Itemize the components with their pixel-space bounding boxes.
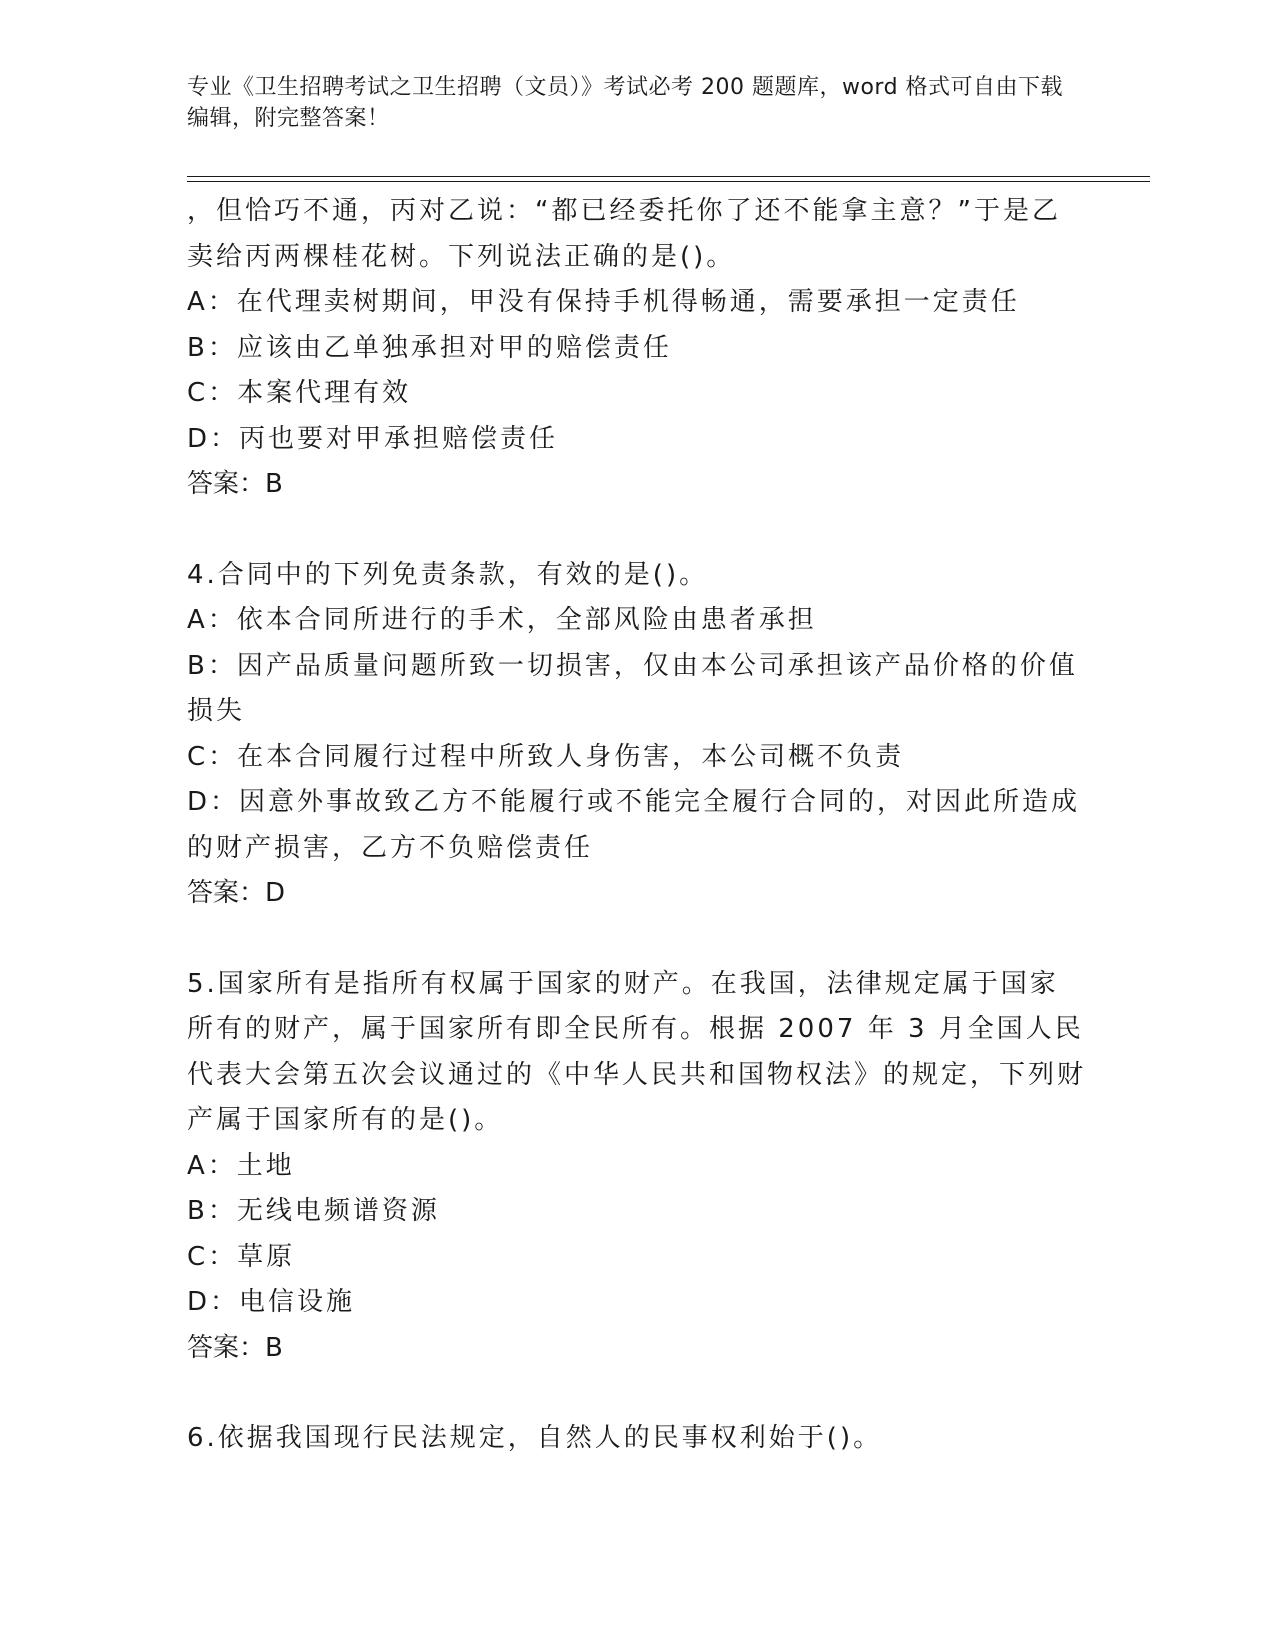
question-content <box>187 189 1087 1462</box>
answer-line: 答案：B <box>187 1332 283 1363</box>
question-4 <box>187 553 1087 917</box>
option-a: A：在代理卖树期间，甲没有保持手机得畅通，需要承担一定责任 <box>187 287 1020 317</box>
option-d: D：丙也要对甲承担赔偿责任 <box>187 423 559 454</box>
header-rule-bottom <box>187 181 1150 182</box>
question-3-continued <box>187 189 1087 508</box>
question-spacer <box>187 1371 1087 1416</box>
document-header <box>187 72 1067 134</box>
question-5 <box>187 962 1087 1372</box>
header-rule-top <box>187 176 1150 177</box>
question-6 <box>187 1416 1087 1462</box>
answer-line: 答案：B <box>187 469 283 499</box>
option-c: C：本案代理有效 <box>187 378 412 408</box>
question-spacer <box>187 508 1087 553</box>
answer-line: 答案：D <box>187 878 286 908</box>
option-d: D：电信设施 <box>187 1287 356 1317</box>
question-stem: 5.国家所有是指所有权属于国家的财产。在我国，法律规定属于国家所有的财产，属于国家所有即全民所有。根据 2007 年 3 月全国人民代表大会第五次会议通过的《中华人民共和国物权法》的规定，下列财产属于国家所有的是()。 <box>187 968 1087 1135</box>
option-b: B：因产品质量问题所致一切损害，仅由本公司承担该产品价格的价值损失 <box>187 650 1078 726</box>
question-stem: 6.依据我国现行民法规定，自然人的民事权利始于()。 <box>187 1423 883 1453</box>
question-spacer <box>187 917 1087 962</box>
option-c: C：草原 <box>187 1241 296 1272</box>
option-b: B：应该由乙单独承担对甲的赔偿责任 <box>187 332 672 363</box>
option-d: D：因意外事故致乙方不能履行或不能完全履行合同的，对因此所造成的财产损害，乙方不负赔偿责任 <box>187 787 1081 863</box>
header-title: 专业《卫生招聘考试之卫生招聘（文员）》考试必考 200 题题库，word 格式可自由下载编辑，附完整答案！ <box>187 75 1064 131</box>
question-stem: ，但恰巧不通，丙对乙说：“都已经委托你了还不能拿主意？”于是乙卖给丙两棵桂花树。下列说法正确的是()。 <box>187 196 1061 272</box>
option-c: C：在本合同履行过程中所致人身伤害，本公司概不负责 <box>187 741 905 772</box>
option-a: A：土地 <box>187 1150 295 1181</box>
question-stem: 4.合同中的下列免责条款，有效的是()。 <box>187 559 709 590</box>
option-a: A：依本合同所进行的手术，全部风险由患者承担 <box>187 605 817 635</box>
option-b: B：无线电频谱资源 <box>187 1196 440 1226</box>
